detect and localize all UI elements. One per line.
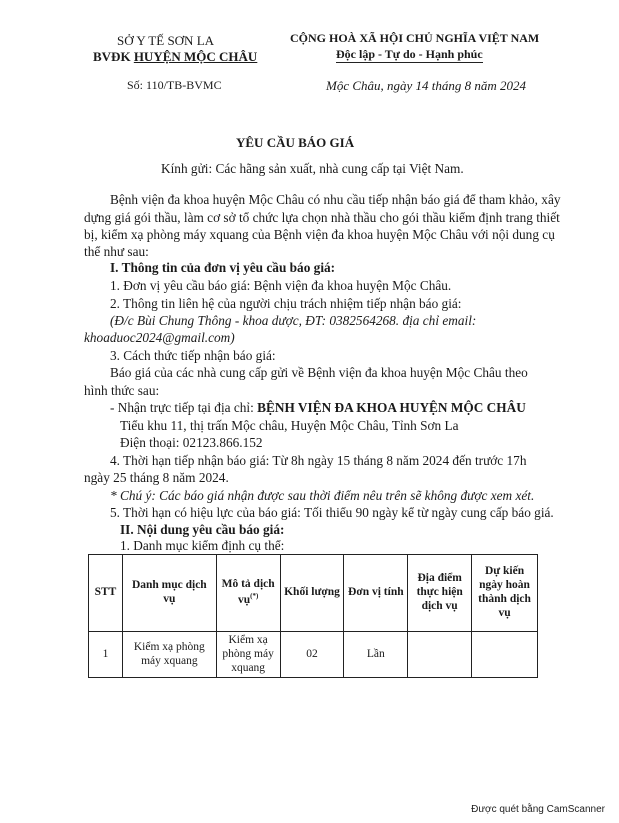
intro-line: Bệnh viện đa khoa huyện Mộc Châu có nhu cầu tiếp nhận báo giá để tham khảo, xây [110, 192, 561, 207]
cell-volume: 02 [280, 632, 344, 678]
contact-email: khoaduoc2024@gmail.com) [84, 330, 235, 345]
table-header-row [89, 555, 538, 632]
cell-description: Kiểm xạ phòng máy xquang [216, 632, 280, 678]
hospital-name [93, 49, 257, 65]
section-2-item-1: 1. Danh mục kiểm định cụ thể: [120, 538, 285, 553]
address: Tiểu khu 11, thị trấn Mộc châu, Huyện Mộc Châu, Tỉnh Sơn La [120, 418, 459, 433]
section-1-item-1: 1. Đơn vị yêu cầu báo giá: Bệnh viện đa khoa huyện Mộc Châu. [110, 278, 452, 293]
intro-line: thể như sau: [84, 244, 149, 259]
table-row [89, 632, 538, 678]
department-name: SỞ Y TẾ SƠN LA [117, 33, 215, 48]
direct-label: - Nhận trực tiếp tại địa chỉ: [110, 400, 258, 415]
hospital-district: HUYỆN MỘC CHÂU [133, 49, 258, 64]
document-title: YÊU CẦU BÁO GIÁ [236, 135, 355, 150]
direct-submission [110, 400, 526, 416]
header-volume: Khối lượng [280, 555, 344, 632]
note [110, 488, 534, 504]
section-2-heading: II. Nội dung yêu cầu báo giá: [120, 522, 285, 537]
header-place: Địa điểm thực hiện dịch vụ [408, 555, 472, 632]
note-text: Các báo giá nhận được sau thời điểm nêu trên sẽ không được xem xét. [155, 488, 535, 503]
section-1-heading: I. Thông tin của đơn vị yêu cầu báo giá: [110, 260, 336, 275]
phone: Điện thoại: 02123.866.152 [120, 435, 263, 450]
header-description-text: Mô tả dịch vụ [221, 578, 275, 606]
section-1-item-2: 2. Thông tin liên hệ của người chịu trách nhiệm tiếp nhận báo giá: [110, 296, 462, 311]
submission-text: hình thức sau: [84, 383, 160, 398]
section-1-item-4: 4. Thời hạn tiếp nhận báo giá: Từ 8h ngày 15 tháng 8 năm 2024 đến trước 17h [110, 453, 527, 468]
section-1-item-5: 5. Thời hạn có hiệu lực của báo giá: Tối thiểu 90 ngày kể từ ngày cung cấp báo giá. [110, 505, 554, 520]
header-description-sup: (*) [250, 592, 259, 601]
header-stt: STT [89, 555, 123, 632]
cell-stt: 1 [89, 632, 123, 678]
header-expected-date: Dự kiến ngày hoàn thành dịch vụ [472, 555, 538, 632]
header-service: Danh mục dịch vụ [122, 555, 216, 632]
note-label: * Chú ý: [110, 488, 156, 503]
submission-text: Báo giá của các nhà cung cấp gửi về Bệnh viện đa khoa huyện Mộc Châu theo [110, 365, 528, 380]
nation-title: CỘNG HOÀ XÃ HỘI CHỦ NGHĨA VIỆT NAM [290, 31, 540, 45]
greeting: Kính gửi: Các hãng sản xuất, nhà cung cấp tại Việt Nam. [161, 161, 464, 176]
contact-line: (Đ/c Bùi Chung Thông - khoa dược, ĐT: 0382564268. địa chỉ email: [110, 313, 477, 328]
section-1-item-3: 3. Cách thức tiếp nhận báo giá: [110, 348, 276, 363]
cell-service: Kiểm xạ phòng máy xquang [122, 632, 216, 678]
intro-line: dựng giá gói thầu, làm cơ sở tổ chức lựa chọn nhà thầu cho gói thầu kiểm định trang thiết [84, 210, 560, 225]
cell-expected-date [472, 632, 538, 678]
intro-line: bị, kiểm xạ phòng máy xquang của Bệnh viện đa khoa huyện Mộc Châu với nội dung cụ [84, 227, 555, 242]
hospital-prefix: BVĐK [93, 49, 134, 64]
national-motto: Độc lập - Tự do - Hạnh phúc [336, 47, 483, 61]
cell-unit: Lần [344, 632, 408, 678]
header-unit: Đơn vị tính [344, 555, 408, 632]
service-table [88, 554, 538, 678]
direct-hospital-name: BỆNH VIỆN ĐA KHOA HUYỆN MỘC CHÂU [257, 400, 526, 415]
deadline-line: ngày 25 tháng 8 năm 2024. [84, 470, 229, 485]
header-description [216, 555, 280, 632]
place-and-date: Mộc Châu, ngày 14 tháng 8 năm 2024 [326, 78, 527, 93]
cell-place [408, 632, 472, 678]
scanner-watermark: Được quét bằng CamScanner [471, 804, 605, 815]
document-number: Số: 110/TB-BVMC [127, 78, 222, 92]
